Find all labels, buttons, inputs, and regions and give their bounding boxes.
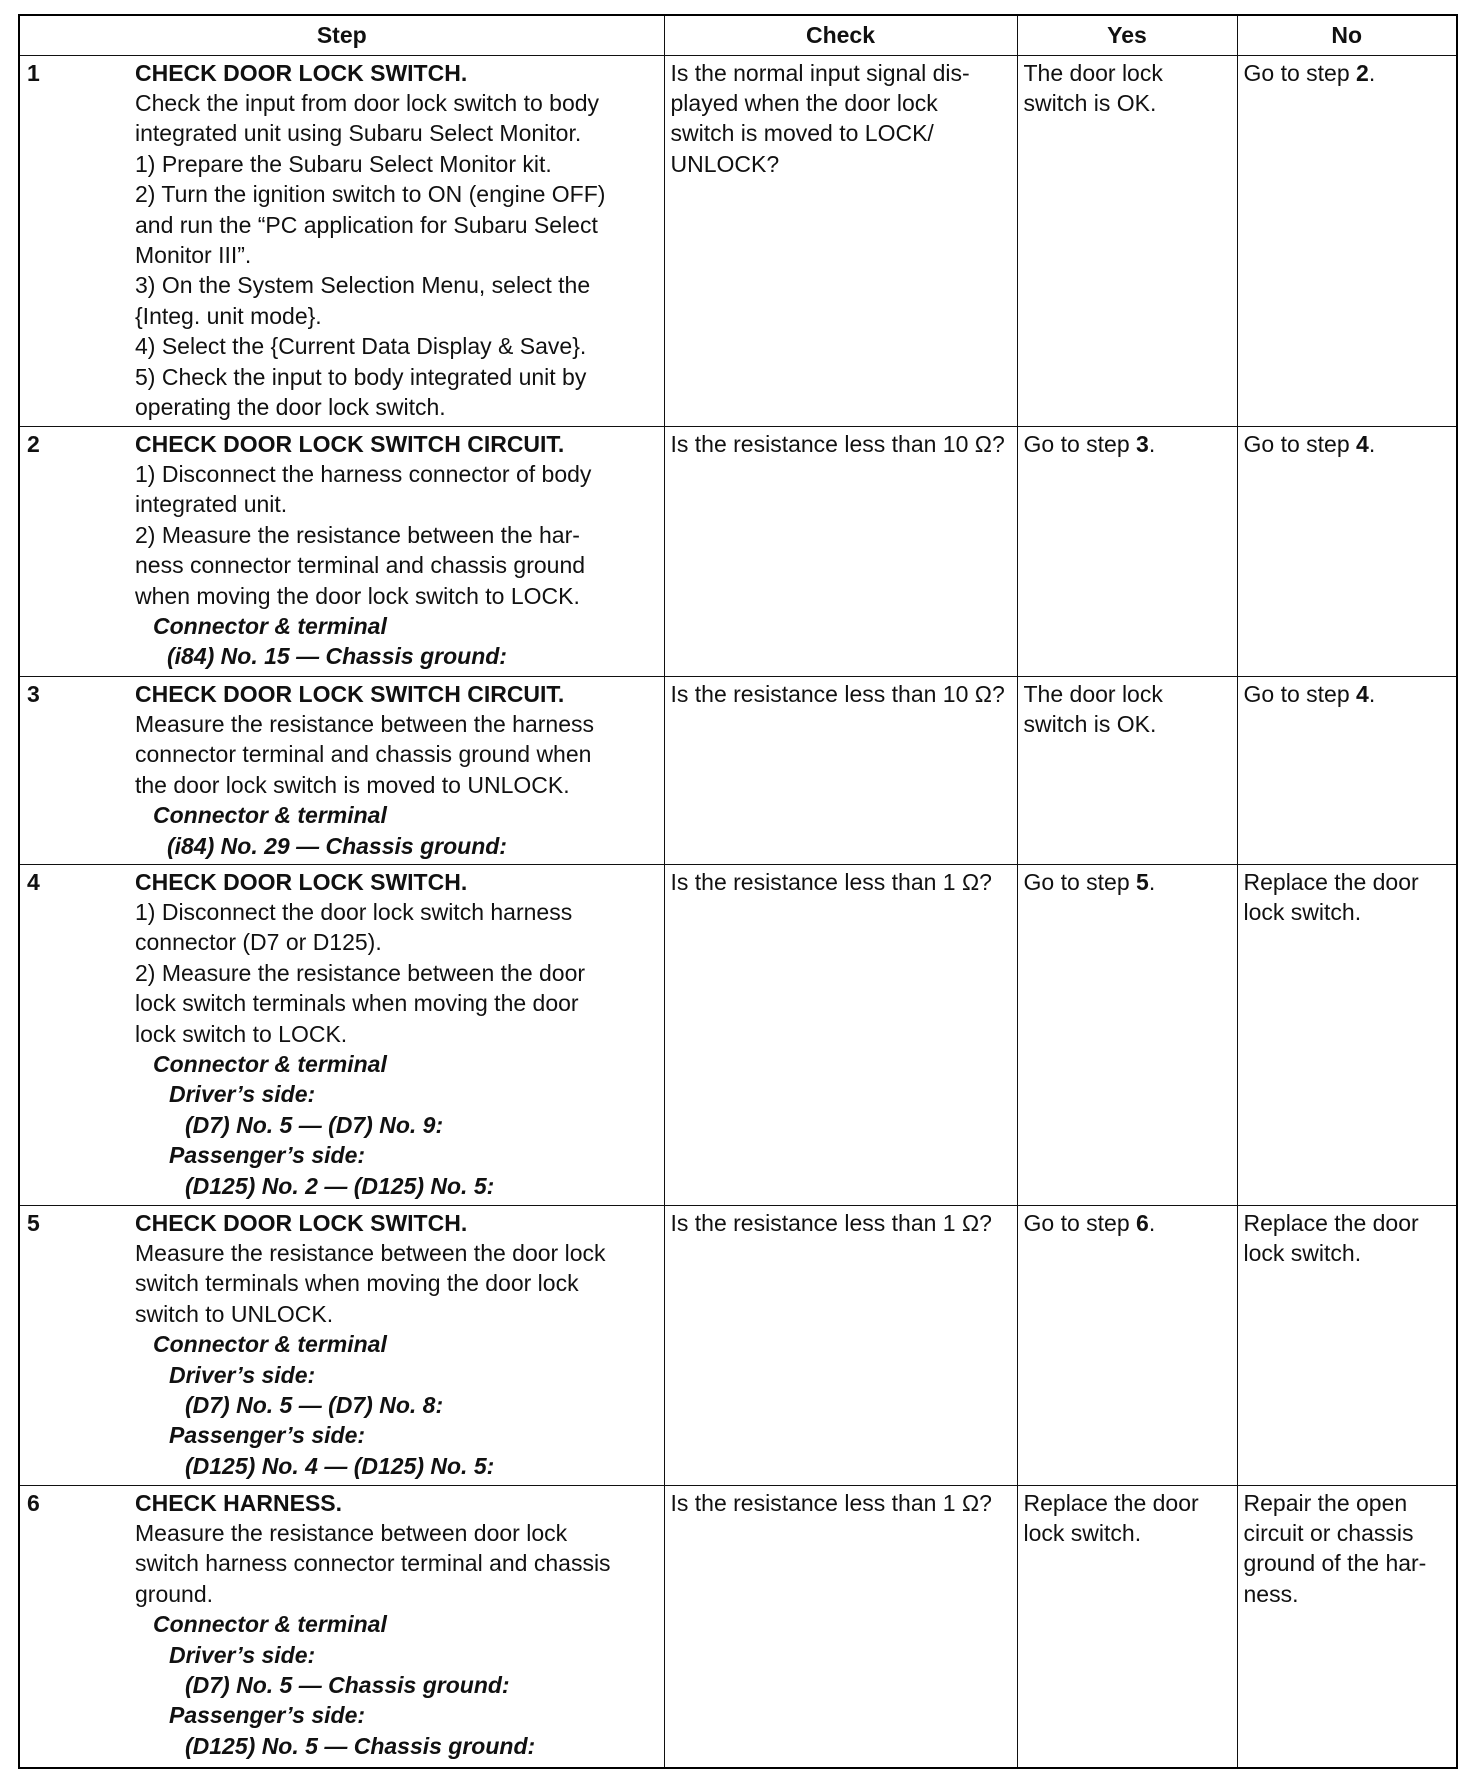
yes-step-number: 5 [1136, 868, 1149, 895]
no-text-line: circuit or chassis [1243, 1519, 1414, 1546]
step-instruction-line: operating the door lock switch. [135, 393, 446, 420]
no-step-number: 4 [1356, 430, 1369, 457]
step-instruction-line: switch harness connector terminal and chassis [135, 1550, 611, 1577]
step-title: CHECK DOOR LOCK SWITCH. [135, 1209, 468, 1236]
step-instruction-line: the door lock switch is moved to UNLOCK. [135, 771, 570, 798]
step-description [135, 426, 664, 676]
connector-terminal-label: Connector & terminal [153, 612, 387, 639]
no-goto-text: Go to step [1243, 680, 1357, 707]
yes-goto-punct: . [1148, 1209, 1156, 1236]
yes-action [1017, 1485, 1237, 1768]
step-instruction-line: lock switch terminals when moving the door [135, 990, 579, 1017]
step-instruction-line: switch terminals when moving the door lock [135, 1270, 579, 1297]
header-check: Check [664, 15, 1017, 55]
step-title: CHECK DOOR LOCK SWITCH CIRCUIT. [135, 430, 565, 457]
yes-action [1017, 864, 1237, 1205]
yes-goto-punct: . [1148, 430, 1156, 457]
step-description [135, 1205, 664, 1485]
step-instruction-line: Measure the resistance between door lock [135, 1519, 568, 1546]
no-text-line: Repair the open [1243, 1489, 1408, 1516]
step-number: 2 [19, 426, 135, 676]
check-question [664, 864, 1017, 1205]
step-title: CHECK DOOR LOCK SWITCH. [135, 59, 468, 86]
step-number: 6 [19, 1485, 135, 1768]
check-question [664, 426, 1017, 676]
connector-terminal-label: Connector & terminal [153, 802, 387, 829]
check-text-line: Is the resistance less than 1 Ω? [670, 868, 992, 895]
yes-text-line: The door lock [1023, 59, 1163, 86]
no-step-number: 2 [1356, 59, 1369, 86]
no-action [1237, 1485, 1457, 1768]
step-title: CHECK DOOR LOCK SWITCH. [135, 868, 468, 895]
connector-side-label: Passenger’s side: [169, 1142, 366, 1169]
no-goto-text: Go to step [1243, 430, 1357, 457]
step-instruction-line: 2) Turn the ignition switch to ON (engine OFF) [135, 181, 606, 208]
diagnostic-procedure-table [18, 14, 1458, 1769]
connector-terminal-spec: (D7) No. 5 — (D7) No. 8: [185, 1391, 444, 1418]
no-text-line: Replace the door [1243, 868, 1419, 895]
step-instruction-line: integrated unit using Subaru Select Monitor. [135, 120, 582, 147]
no-text-line: Replace the door [1243, 1209, 1419, 1236]
step-instruction-line: connector (D7 or D125). [135, 929, 382, 956]
no-action [1237, 55, 1457, 426]
connector-side-label: Passenger’s side: [169, 1422, 366, 1449]
step-instruction-line: Measure the resistance between the door lock [135, 1239, 606, 1266]
yes-goto-punct: . [1148, 868, 1156, 895]
step-instruction-line: connector terminal and chassis ground when [135, 741, 592, 768]
header-yes: Yes [1017, 15, 1237, 55]
step-row-2 [19, 426, 1457, 676]
step-instruction-line: Monitor III”. [135, 241, 252, 268]
no-goto-punct: . [1368, 59, 1376, 86]
step-description [135, 55, 664, 426]
step-title: CHECK HARNESS. [135, 1489, 343, 1516]
yes-goto-step [1024, 429, 1237, 459]
connector-side-label: Driver’s side: [169, 1641, 316, 1668]
step-instruction-line: 4) Select the {Current Data Display & Save}. [135, 333, 587, 360]
yes-text-line: Replace the door [1023, 1489, 1199, 1516]
step-instruction-line: ground. [135, 1580, 214, 1607]
step-instruction-line: switch to UNLOCK. [135, 1300, 334, 1327]
connector-terminal-spec: (D125) No. 4 — (D125) No. 5: [185, 1452, 495, 1479]
yes-action [1017, 676, 1237, 864]
yes-goto-text: Go to step [1023, 1209, 1137, 1236]
yes-text-line: switch is OK. [1023, 710, 1157, 737]
step-row-1 [19, 55, 1457, 426]
yes-goto-text: Go to step [1023, 868, 1137, 895]
check-question [664, 676, 1017, 864]
step-title: CHECK DOOR LOCK SWITCH CIRCUIT. [135, 680, 565, 707]
step-row-5 [19, 1205, 1457, 1485]
check-text-line: Is the normal input signal dis- [670, 59, 970, 86]
step-number: 4 [19, 864, 135, 1205]
step-instruction-line: and run the “PC application for Subaru Select [135, 211, 598, 238]
check-text-line: played when the door lock [670, 89, 938, 116]
no-text-line: ness. [1243, 1580, 1299, 1607]
step-instruction-line: 1) Disconnect the harness connector of body [135, 460, 592, 487]
connector-terminal-spec: (i84) No. 29 — Chassis ground: [167, 832, 507, 859]
yes-goto-step [1024, 867, 1237, 897]
no-text-line: ground of the har- [1243, 1550, 1427, 1577]
connector-terminal-spec: (i84) No. 15 — Chassis ground: [167, 643, 507, 670]
step-description [135, 864, 664, 1205]
no-step-number: 4 [1356, 680, 1369, 707]
no-text-line: lock switch. [1243, 898, 1362, 925]
connector-terminal-label: Connector & terminal [153, 1331, 387, 1358]
table-body [19, 55, 1457, 1768]
check-question [664, 1205, 1017, 1485]
no-goto-step [1244, 429, 1457, 459]
no-goto-step [1244, 679, 1457, 709]
connector-terminal-spec: (D7) No. 5 — (D7) No. 9: [185, 1111, 444, 1138]
step-instruction-line: {Integ. unit mode}. [135, 302, 322, 329]
step-row-6 [19, 1485, 1457, 1768]
yes-step-number: 6 [1136, 1209, 1149, 1236]
yes-goto-step [1024, 1208, 1237, 1238]
connector-terminal-label: Connector & terminal [153, 1050, 387, 1077]
no-goto-punct: . [1368, 430, 1376, 457]
step-instruction-line: Check the input from door lock switch to body [135, 89, 600, 116]
step-row-4 [19, 864, 1457, 1205]
step-number: 3 [19, 676, 135, 864]
no-action [1237, 864, 1457, 1205]
yes-action [1017, 55, 1237, 426]
step-instruction-line: 2) Measure the resistance between the door [135, 959, 586, 986]
no-goto-text: Go to step [1243, 59, 1357, 86]
step-instruction-line: when moving the door lock switch to LOCK. [135, 582, 580, 609]
step-instruction-line: 1) Prepare the Subaru Select Monitor kit. [135, 150, 552, 177]
step-instruction-line: Measure the resistance between the harness [135, 710, 594, 737]
step-instruction-line: 3) On the System Selection Menu, select the [135, 272, 591, 299]
connector-terminal-spec: (D7) No. 5 — Chassis ground: [185, 1671, 510, 1698]
step-instruction-line: 1) Disconnect the door lock switch harness [135, 898, 573, 925]
no-text-line: lock switch. [1243, 1239, 1362, 1266]
check-text-line: UNLOCK? [670, 150, 780, 177]
step-instruction-line: integrated unit. [135, 491, 288, 518]
check-text-line: Is the resistance less than 1 Ω? [670, 1209, 992, 1236]
check-question [664, 55, 1017, 426]
connector-side-label: Driver’s side: [169, 1081, 316, 1108]
step-instruction-line: ness connector terminal and chassis ground [135, 552, 586, 579]
yes-action [1017, 426, 1237, 676]
yes-text-line: The door lock [1023, 680, 1163, 707]
check-text-line: Is the resistance less than 10 Ω? [670, 430, 1005, 457]
no-action [1237, 1205, 1457, 1485]
step-description [135, 1485, 664, 1768]
step-row-3 [19, 676, 1457, 864]
connector-terminal-spec: (D125) No. 5 — Chassis ground: [185, 1732, 536, 1759]
yes-goto-text: Go to step [1023, 430, 1137, 457]
check-question [664, 1485, 1017, 1768]
step-number: 5 [19, 1205, 135, 1485]
no-goto-punct: . [1368, 680, 1376, 707]
header-step: Step [19, 15, 664, 55]
no-action [1237, 676, 1457, 864]
step-instruction-line: 5) Check the input to body integrated unit by [135, 363, 587, 390]
step-number: 1 [19, 55, 135, 426]
connector-terminal-spec: (D125) No. 2 — (D125) No. 5: [185, 1172, 495, 1199]
check-text-line: Is the resistance less than 1 Ω? [670, 1489, 992, 1516]
connector-side-label: Driver’s side: [169, 1361, 316, 1388]
connector-side-label: Passenger’s side: [169, 1702, 366, 1729]
no-goto-step [1244, 58, 1457, 88]
yes-step-number: 3 [1136, 430, 1149, 457]
connector-terminal-label: Connector & terminal [153, 1611, 387, 1638]
step-instruction-line: 2) Measure the resistance between the har- [135, 521, 580, 548]
step-description [135, 676, 664, 864]
table-header [19, 15, 1457, 55]
yes-text-line: switch is OK. [1023, 89, 1157, 116]
yes-text-line: lock switch. [1023, 1519, 1142, 1546]
step-instruction-line: lock switch to LOCK. [135, 1020, 348, 1047]
header-no: No [1237, 15, 1457, 55]
check-text-line: Is the resistance less than 10 Ω? [670, 680, 1005, 707]
no-action [1237, 426, 1457, 676]
check-text-line: switch is moved to LOCK/ [670, 120, 934, 147]
yes-action [1017, 1205, 1237, 1485]
header-row [19, 15, 1457, 55]
